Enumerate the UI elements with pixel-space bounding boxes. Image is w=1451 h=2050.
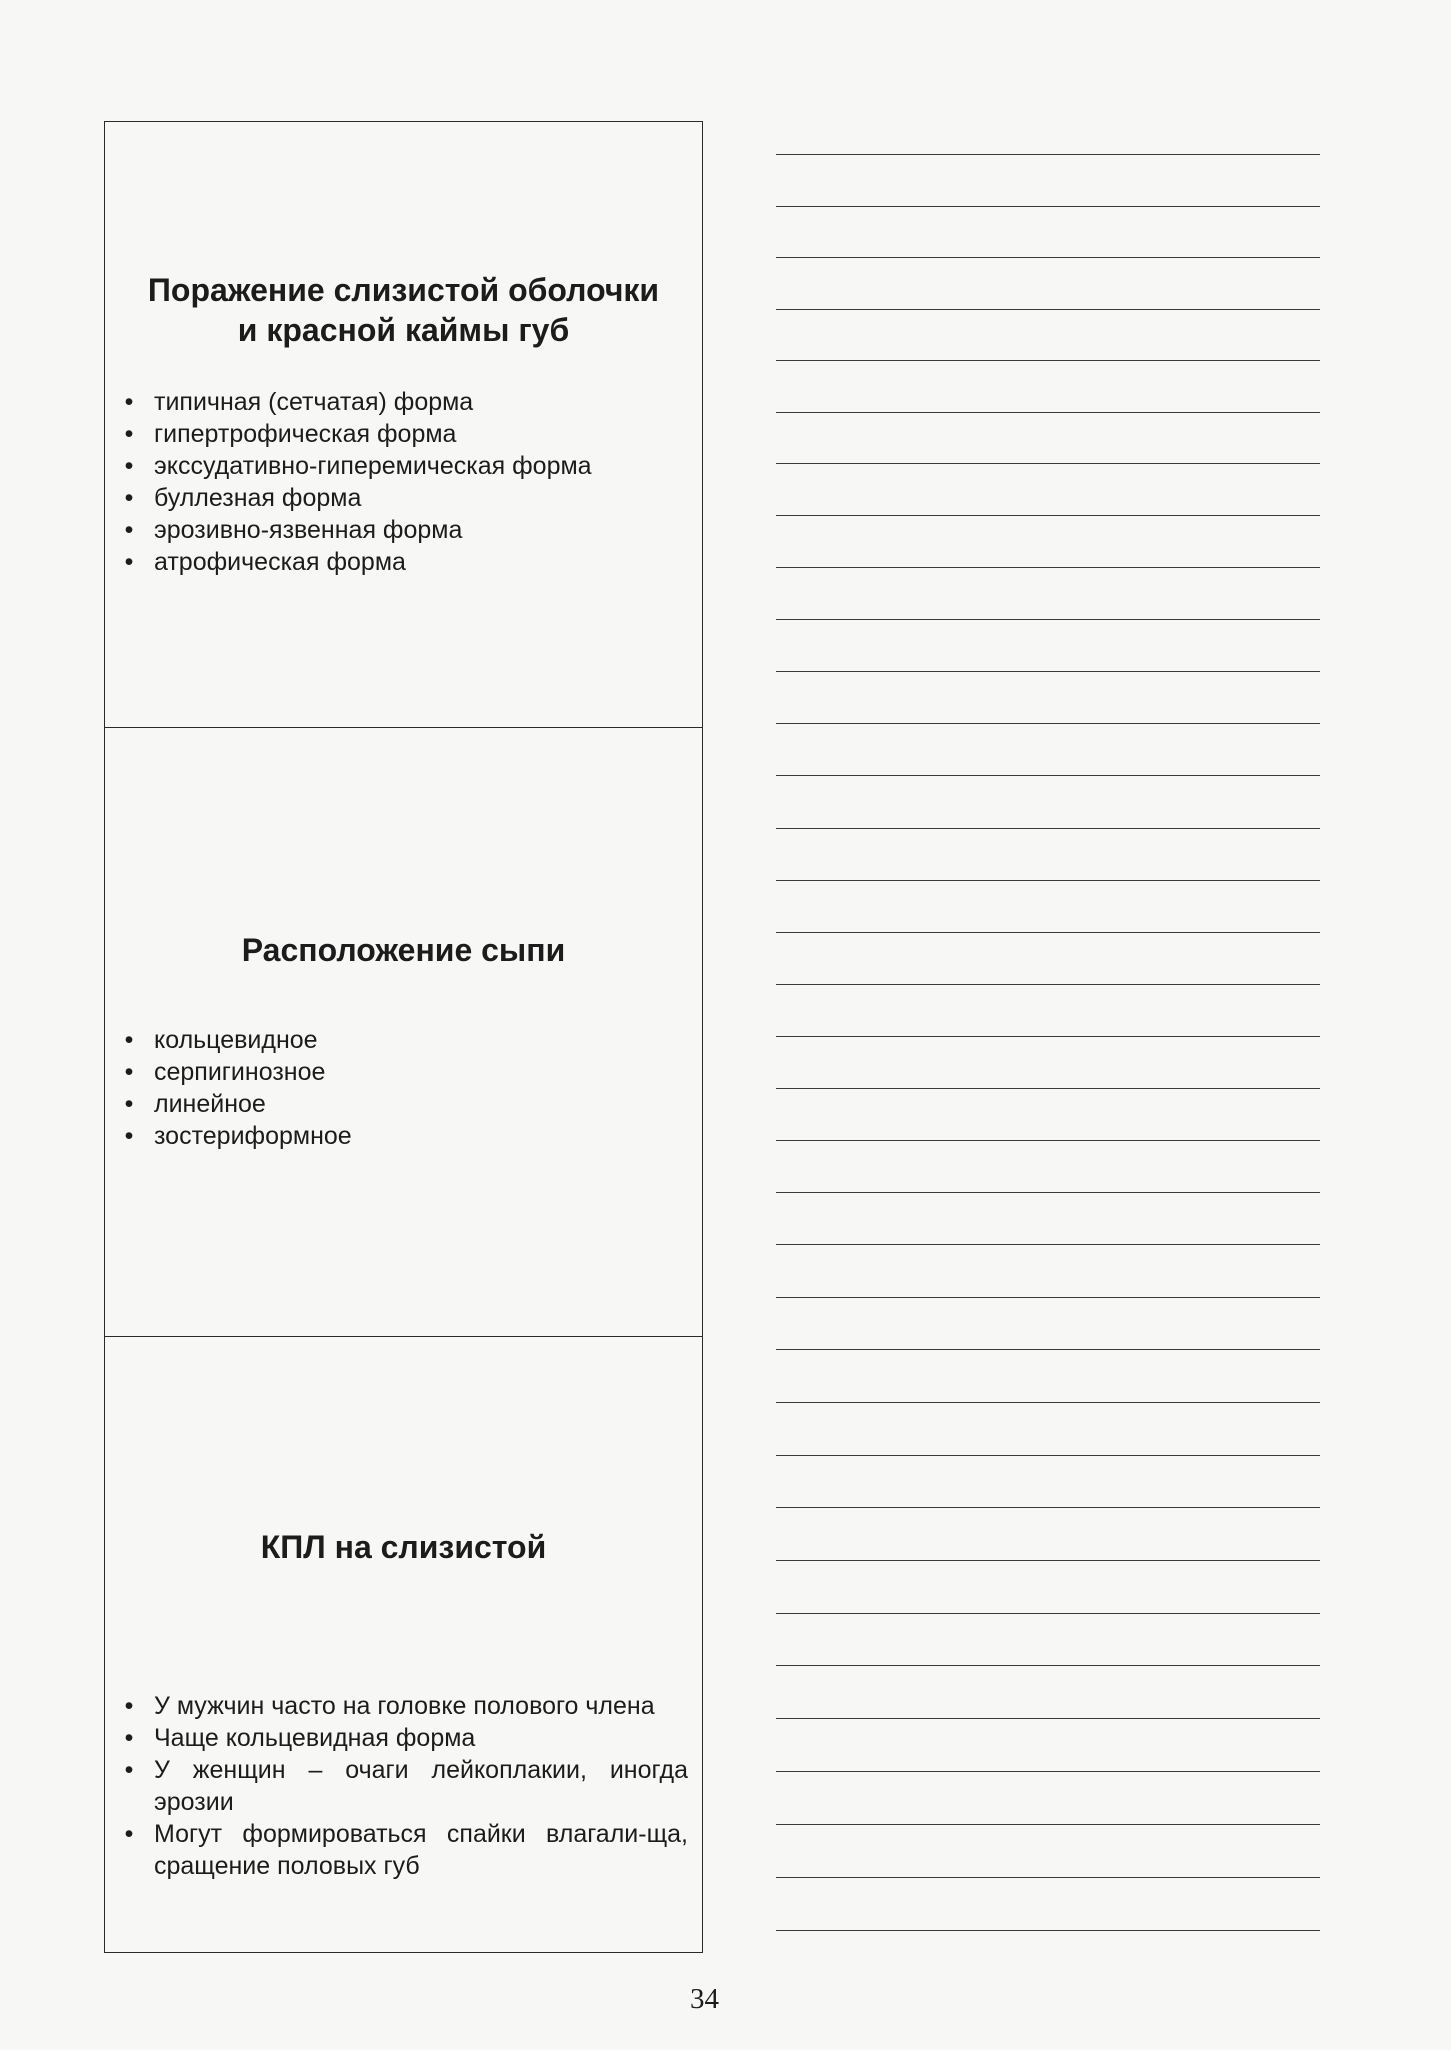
slide-title: КПЛ на слизистой [260, 1529, 547, 1565]
note-line [776, 828, 1320, 829]
list-item: • У женщин – очаги лейкоплакии, иногда эрозии [124, 1756, 688, 1816]
list-item: • Чаще кольцевидная форма [124, 1724, 476, 1752]
slide-title-line-2: и красной каймы губ [237, 312, 570, 348]
note-line [776, 1297, 1320, 1298]
note-line [776, 1088, 1320, 1089]
slide-kpl-mucosa [105, 1337, 702, 1952]
bullet-list [119, 386, 688, 578]
slide-title [119, 270, 688, 350]
note-line [776, 1613, 1320, 1614]
note-line [776, 206, 1320, 207]
list-item: • типичная (сетчатая) форма [124, 388, 474, 416]
list-item: • эрозивно-язвенная форма [124, 516, 463, 544]
slide-rash-location [105, 728, 702, 1337]
note-line [776, 1560, 1320, 1561]
list-item: • У мужчин часто на головке полового члена [124, 1692, 655, 1720]
note-line [776, 1192, 1320, 1193]
note-line [776, 463, 1320, 464]
list-item: • Могут формироваться спайки влагали-ща, сращение половых губ [124, 1820, 688, 1880]
note-line [776, 1824, 1320, 1825]
note-line [776, 1718, 1320, 1719]
note-line [776, 1036, 1320, 1037]
note-line [776, 775, 1320, 776]
slide-title-line-1: Поражение слизистой оболочки [147, 272, 660, 308]
note-line [776, 1507, 1320, 1508]
slide-mucosa-lesion [105, 122, 702, 728]
note-line [776, 932, 1320, 933]
list-item: • атрофическая форма [124, 548, 406, 576]
list-item: • зостериформное [124, 1122, 352, 1150]
note-line [776, 1402, 1320, 1403]
page-number: 34 [690, 1983, 719, 2015]
note-line [776, 1244, 1320, 1245]
note-line [776, 154, 1320, 155]
note-line [776, 1771, 1320, 1772]
list-item: • гипертрофическая форма [124, 420, 457, 448]
note-line [776, 309, 1320, 310]
list-item: • экссудативно-гиперемическая форма [124, 452, 592, 480]
note-line [776, 412, 1320, 413]
note-line [776, 671, 1320, 672]
list-item: • линейное [124, 1090, 266, 1118]
note-line [776, 1877, 1320, 1878]
note-line [776, 984, 1320, 985]
list-item: • серпигинозное [124, 1058, 326, 1086]
note-line [776, 515, 1320, 516]
note-line [776, 360, 1320, 361]
slide-title: Расположение сыпи [241, 932, 566, 968]
list-item: • буллезная форма [124, 484, 362, 512]
bullet-list [119, 1024, 688, 1152]
note-line [776, 567, 1320, 568]
note-line [776, 723, 1320, 724]
bullet-list [119, 1690, 688, 1882]
note-line [776, 1349, 1320, 1350]
notes-lines [776, 0, 1320, 1960]
list-item: • кольцевидное [124, 1026, 318, 1054]
note-line [776, 619, 1320, 620]
note-line [776, 1140, 1320, 1141]
note-line [776, 1455, 1320, 1456]
note-line [776, 1665, 1320, 1666]
slides-panel [104, 121, 703, 1953]
note-line [776, 257, 1320, 258]
note-line [776, 1930, 1320, 1931]
note-line [776, 880, 1320, 881]
